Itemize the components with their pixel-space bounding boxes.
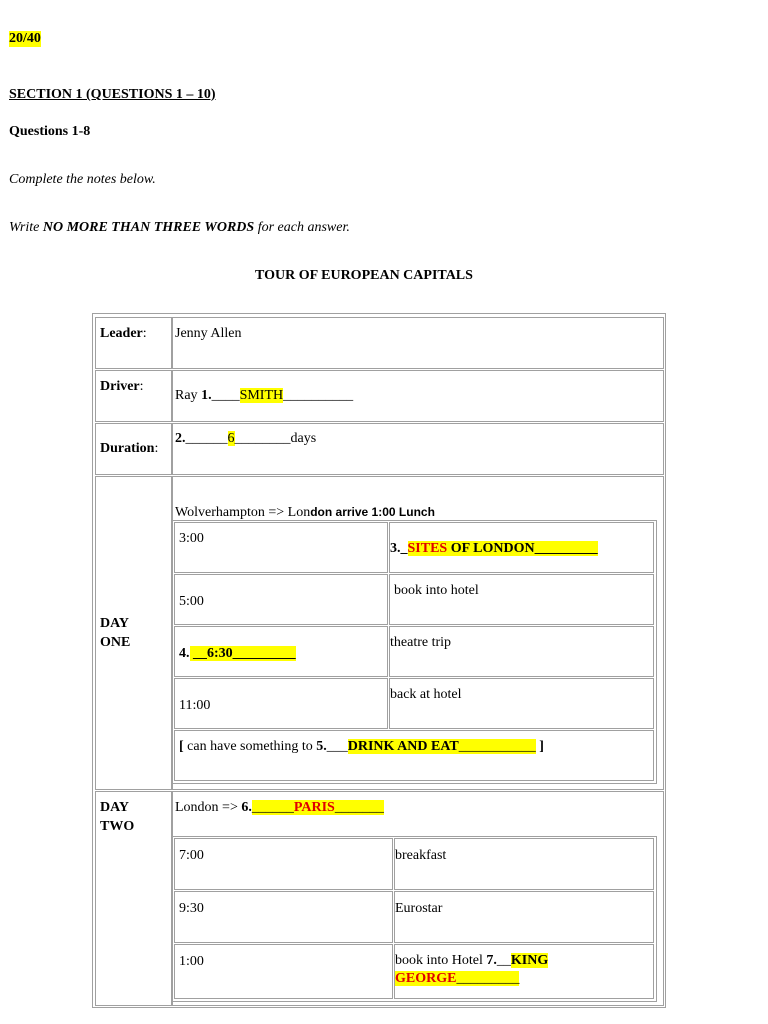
day-two-row-2-time-cell <box>174 891 393 943</box>
note-close-bracket: ] <box>535 739 544 754</box>
day-one-label-line2: ONE <box>100 635 131 650</box>
duration-label-cell <box>95 423 172 475</box>
day-two-row-2-activity: Eurostar <box>395 901 443 916</box>
answer-3-value-highlight: SITES <box>407 541 448 556</box>
answer-2-value: 6 <box>227 431 235 446</box>
driver-prefix: Ray <box>175 388 202 403</box>
questions-range: Questions 1-8 <box>9 124 91 139</box>
day-two-row-2-time: 9:30 <box>179 901 204 916</box>
driver-label-cell <box>95 370 172 422</box>
day-one-row-2-time: 5:00 <box>179 594 204 609</box>
day-one-row-3-time-cell <box>174 626 388 677</box>
day-two-row-3-activity-cell <box>394 944 654 999</box>
blank: _________ <box>534 541 598 556</box>
word-limit-instruction <box>9 220 350 236</box>
day-two-row-1-activity-cell <box>394 838 654 890</box>
day-one-row-4-time: 11:00 <box>179 698 211 713</box>
question-5-number: 5. <box>316 739 327 754</box>
answer-2 <box>175 430 316 448</box>
day-two-row-3-time-cell <box>174 944 393 999</box>
leader-label-cell <box>95 317 172 369</box>
duration-label: Duration <box>100 441 155 456</box>
answer-4-value: 6:30 <box>207 646 233 661</box>
day-two-row-1-activity: breakfast <box>395 848 447 863</box>
instruction: Complete the notes below. <box>9 172 156 187</box>
duration-suffix: days <box>290 431 317 446</box>
blank: ________ <box>234 431 291 446</box>
blank: ______ <box>251 800 294 815</box>
table-title: TOUR OF EUROPEAN CAPITALS <box>255 268 473 283</box>
day-two-label-line1: DAY <box>100 800 130 815</box>
answer-7-value-line2: GEORGE <box>395 971 457 986</box>
day-one-row-1-activity-cell <box>389 522 654 573</box>
section-title: SECTION 1 (QUESTIONS 1 – 10) <box>9 87 216 102</box>
question-2-number: 2. <box>175 431 186 446</box>
day-one-row-4-activity-cell <box>389 678 654 729</box>
day-one-row-1-time: 3:00 <box>179 531 204 546</box>
write-suffix: for each answer. <box>257 220 350 235</box>
day-two-row-3-time: 1:00 <box>179 954 204 969</box>
answer-1-value: SMITH <box>239 388 284 403</box>
answer-7-line2 <box>395 970 519 988</box>
day-one-route-prefix: Wolverhampton => Lon <box>175 505 311 520</box>
driver-colon: : <box>139 379 144 394</box>
blank: _______ <box>334 800 384 815</box>
day-one-label-line1: DAY <box>100 616 130 631</box>
blank: _ <box>400 541 408 556</box>
answer-5 <box>179 738 544 756</box>
leader-label: Leader <box>100 326 143 341</box>
question-1-number: 1. <box>201 388 212 403</box>
day-one-row-4-activity: back at hotel <box>390 687 462 702</box>
answer-6-value: PARIS <box>293 800 335 815</box>
day-two-row-1-time: 7:00 <box>179 848 204 863</box>
leader-colon: : <box>142 326 147 341</box>
blank: __ <box>496 953 511 968</box>
blank: __________ <box>283 388 354 403</box>
leader-value-cell <box>172 317 664 369</box>
day-two-label-line2: TWO <box>100 819 135 834</box>
driver-value-cell <box>172 370 664 422</box>
blank: _________ <box>456 971 520 986</box>
answer-6 <box>175 799 384 817</box>
question-7-number: 7. <box>486 953 497 968</box>
blank: ___________ <box>458 739 536 754</box>
day-two-row-1-time-cell <box>174 838 393 890</box>
day-one-route-arrival: don arrive 1:00 Lunch <box>310 505 435 519</box>
day-one-row-2-activity-cell <box>389 574 654 625</box>
note-open-bracket: [ <box>179 739 184 754</box>
duration-colon: : <box>154 441 159 456</box>
day-one-row-3-activity: theatre trip <box>390 635 452 650</box>
blank: _________ <box>232 646 296 661</box>
day-one-label-cell <box>95 476 172 790</box>
answer-5-value: DRINK AND EAT <box>347 739 459 754</box>
answer-7-value-line1: KING <box>510 953 549 968</box>
question-4-number: 4. <box>179 646 190 661</box>
answer-3 <box>390 540 598 558</box>
question-6-number: 6. <box>241 800 252 815</box>
day-two-route-prefix: London => <box>175 800 242 815</box>
blank: ______ <box>185 431 228 446</box>
blank: __ <box>189 646 207 661</box>
blank: ___ <box>326 739 348 754</box>
write-prefix: Write <box>9 220 40 235</box>
day-two-label-cell <box>95 791 172 1006</box>
duration-value-cell <box>172 423 664 475</box>
answer-4 <box>179 645 296 663</box>
answer-1 <box>175 387 353 405</box>
blank: ____ <box>211 388 240 403</box>
note-text: can have something to <box>183 739 317 754</box>
day-two-row-2-activity-cell <box>394 891 654 943</box>
day-one-row-1-time-cell <box>174 522 388 573</box>
question-3-number: 3. <box>390 541 401 556</box>
word-limit: NO MORE THAN THREE WORDS <box>42 220 255 235</box>
day-one-row-3-activity-cell <box>389 626 654 677</box>
hotel-prefix: book into Hotel <box>395 953 487 968</box>
answer-7 <box>395 952 548 970</box>
day-one-row-4-time-cell <box>174 678 388 729</box>
leader-value: Jenny Allen <box>175 326 242 341</box>
day-one-row-2-activity: book into hotel <box>394 583 479 598</box>
answer-3-value-rest: OF LONDON <box>447 541 535 556</box>
day-one-note-cell <box>174 730 654 781</box>
day-one-row-2-time-cell <box>174 574 388 625</box>
driver-label: Driver <box>100 379 140 394</box>
score-badge: 20/40 <box>9 31 41 46</box>
